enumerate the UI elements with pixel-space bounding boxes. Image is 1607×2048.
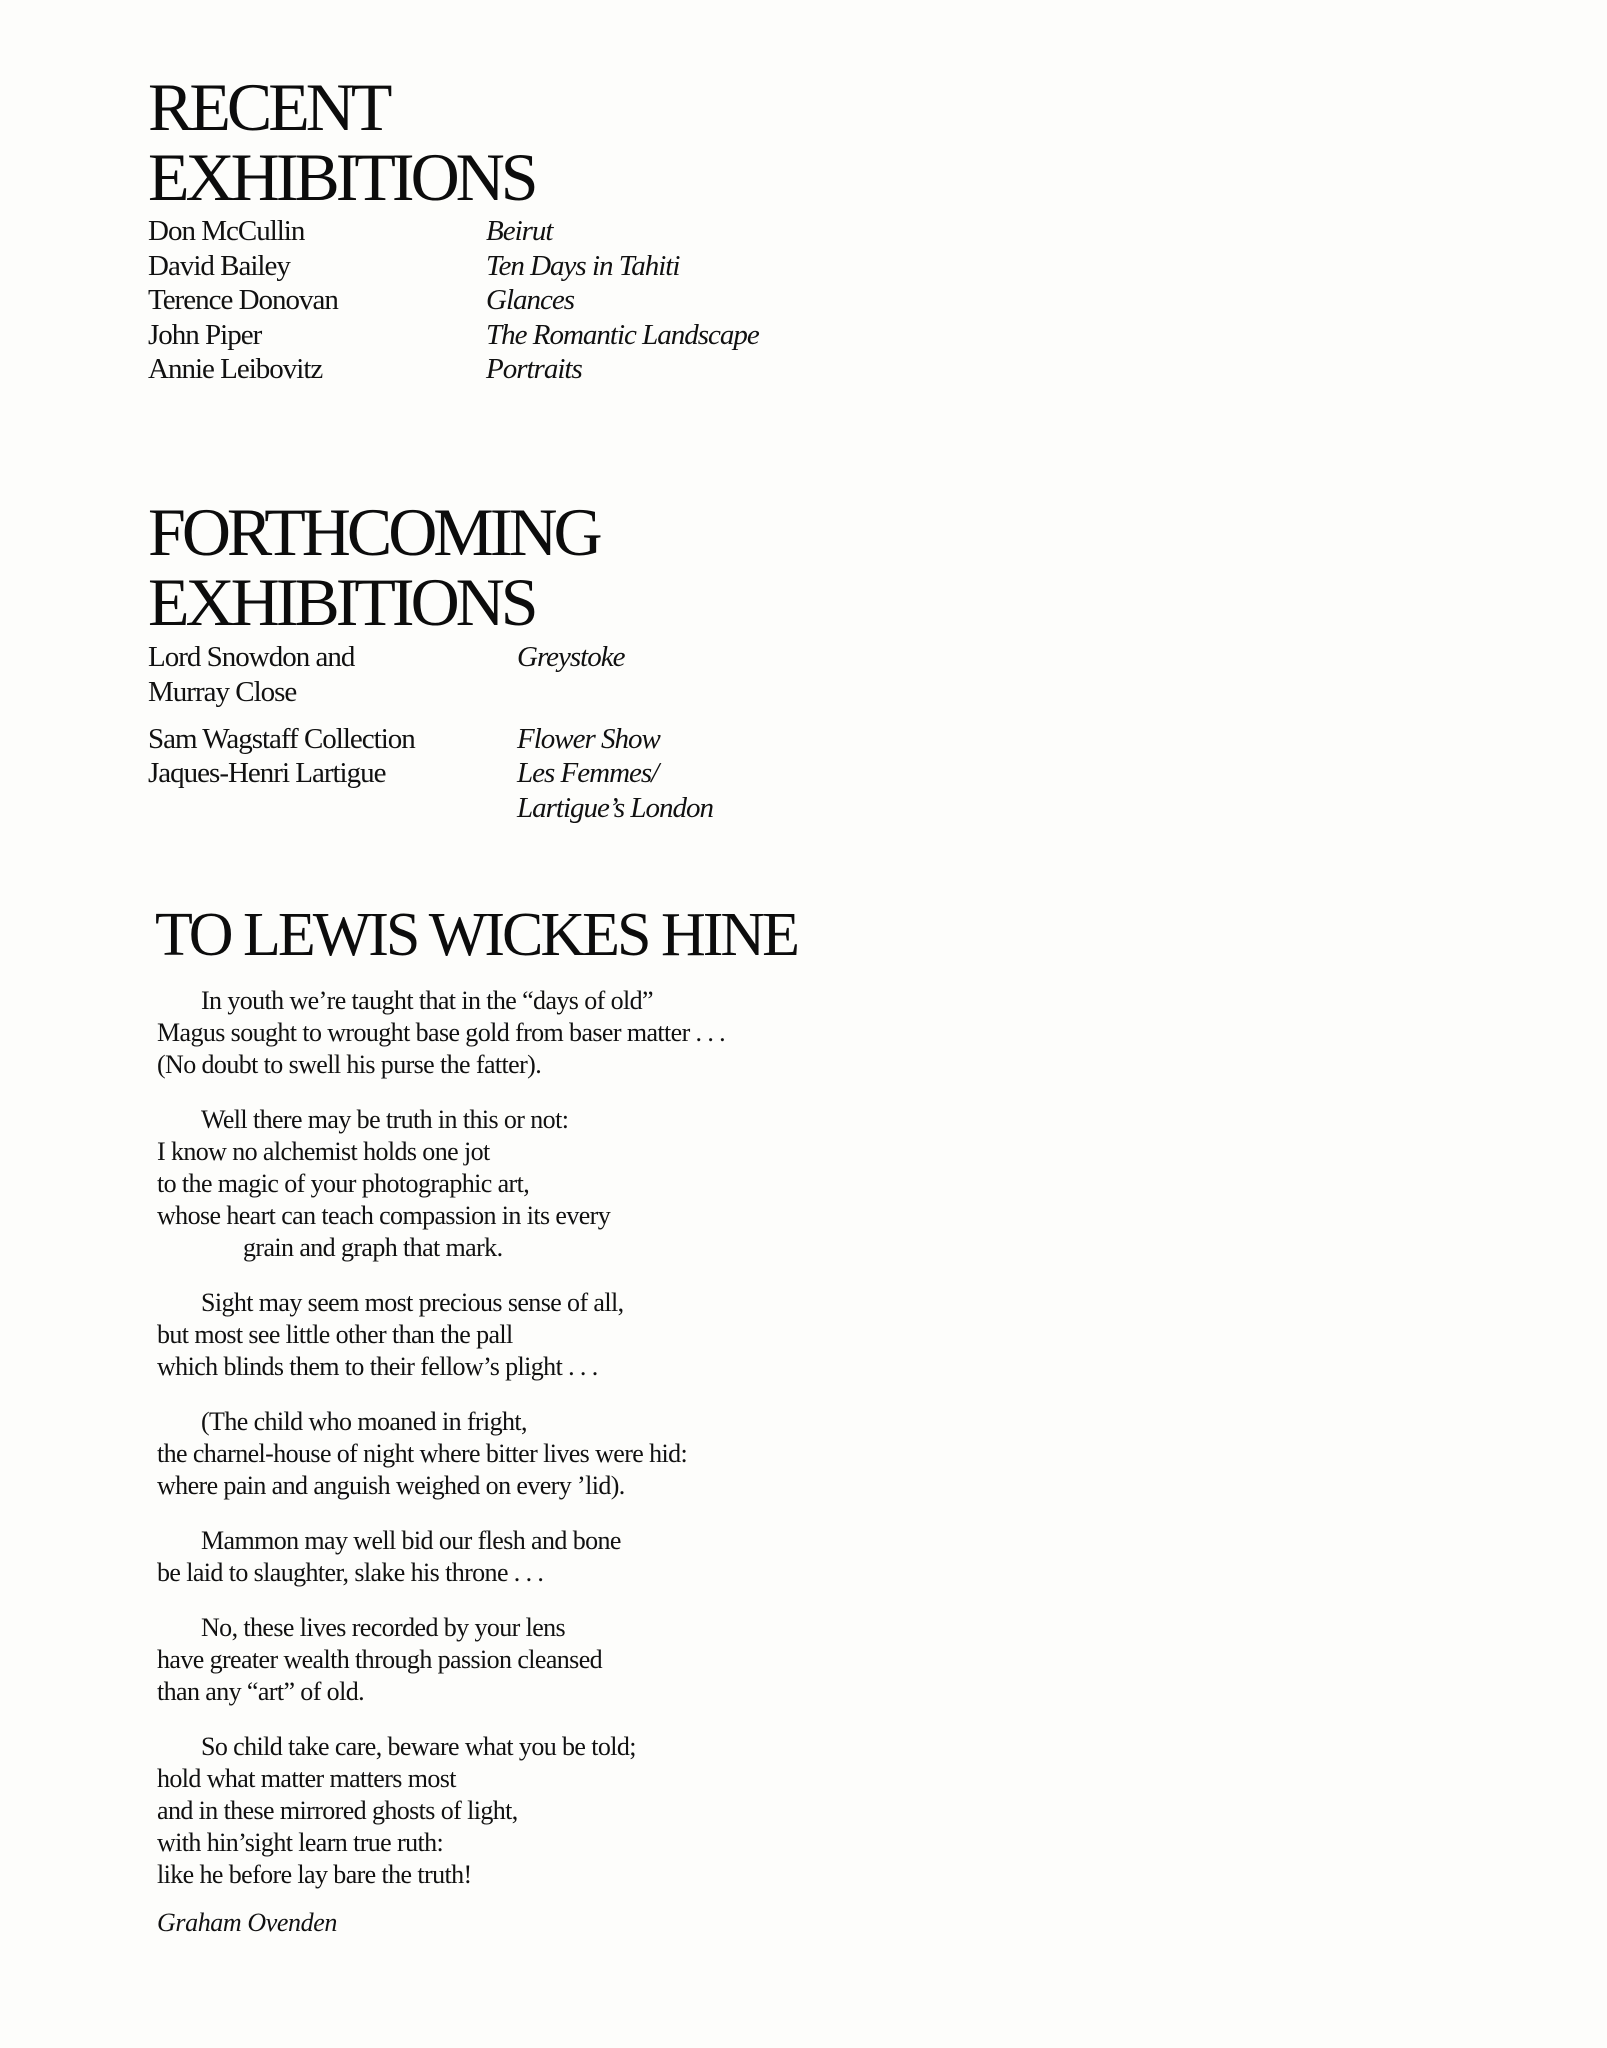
recent-heading-line1: RECENT [148, 69, 389, 145]
poem-line: Sight may seem most precious sense of all, [201, 1288, 624, 1317]
poem-stanza [157, 1104, 917, 1264]
forthcoming-heading-line2: EXHIBITIONS [148, 564, 535, 640]
forthcoming-exhibitions-heading [148, 494, 599, 640]
exhibition-title: Glances [486, 284, 575, 316]
exhibition-title: Les Femmes/ [517, 757, 659, 789]
poem-line: Magus sought to wrought base gold from baser matter . . . [157, 1018, 726, 1047]
artist-name: Don McCullin [148, 215, 305, 247]
exhibition-title: The Romantic Landscape [486, 318, 759, 351]
poem-line: be laid to slaughter, slake his throne . . . [157, 1558, 544, 1587]
recent-exhibitions-heading [148, 69, 535, 215]
poem-line: No, these lives recorded by your lens [201, 1613, 566, 1642]
poem-stanza [157, 1287, 917, 1383]
artist-name: Terence Donovan [148, 284, 338, 316]
exhibition-title: Greystoke [517, 641, 625, 673]
artist-name: John Piper [148, 318, 262, 351]
poem-line: but most see little other than the pall [157, 1320, 513, 1349]
poem-line: In youth we’re taught that in the “days of old” [201, 986, 653, 1015]
poem-line: grain and graph that mark. [243, 1233, 503, 1262]
poem-line: like he before lay bare the truth! [157, 1860, 472, 1889]
poem-line: than any “art” of old. [157, 1677, 364, 1706]
poem-stanza [157, 1612, 917, 1708]
recent-heading-line2: EXHIBITIONS [148, 139, 535, 215]
poem-line: which blinds them to their fellow’s plight . . . [157, 1352, 598, 1381]
poem-line: have greater wealth through passion cleansed [157, 1645, 603, 1674]
poem-title: TO LEWIS WICKES HINE [155, 901, 798, 969]
poem-line: whose heart can teach compassion in its every [157, 1201, 611, 1230]
poem-line: the charnel-house of night where bitter lives were hid: [157, 1439, 688, 1468]
artist-name: Annie Leibovitz [148, 353, 323, 385]
poem-body [157, 985, 917, 1914]
poem-line: (The child who moaned in fright, [201, 1407, 527, 1436]
poem-stanza [157, 1525, 917, 1589]
exhibition-title: Beirut [486, 215, 553, 247]
poem-stanza [157, 1731, 917, 1891]
poem-line: (No doubt to swell his purse the fatter). [157, 1050, 542, 1079]
exhibition-title: Portraits [486, 353, 582, 385]
artist-name: Jaques-Henri Lartigue [148, 757, 386, 789]
exhibition-title: Ten Days in Tahiti [486, 249, 680, 282]
poem-line: I know no alchemist holds one jot [157, 1137, 490, 1166]
artist-name: Sam Wagstaff Collection [148, 722, 415, 755]
poem-stanza [157, 985, 917, 1081]
poem-stanza [157, 1406, 917, 1502]
forthcoming-heading-line1: FORTHCOMING [148, 494, 599, 570]
poem-line: hold what matter matters most [157, 1764, 456, 1793]
poem-line: where pain and anguish weighed on every ’lid). [157, 1471, 625, 1500]
artist-name: David Bailey [148, 249, 290, 282]
artist-name: Lord Snowdon and [148, 641, 355, 673]
exhibition-title: Lartigue’s London [517, 791, 713, 824]
poem-line: Mammon may well bid our flesh and bone [201, 1526, 621, 1555]
poem-line: to the magic of your photographic art, [157, 1169, 530, 1198]
poem-line: with hin’sight learn true ruth: [157, 1828, 444, 1857]
poem-line: and in these mirrored ghosts of light, [157, 1796, 518, 1825]
exhibition-title: Flower Show [517, 722, 660, 755]
poem-line: Well there may be truth in this or not: [201, 1105, 569, 1134]
poem-line: So child take care, beware what you be told; [201, 1732, 636, 1761]
artist-name: Murray Close [148, 675, 297, 708]
poem-author: Graham Ovenden [157, 1908, 337, 1937]
